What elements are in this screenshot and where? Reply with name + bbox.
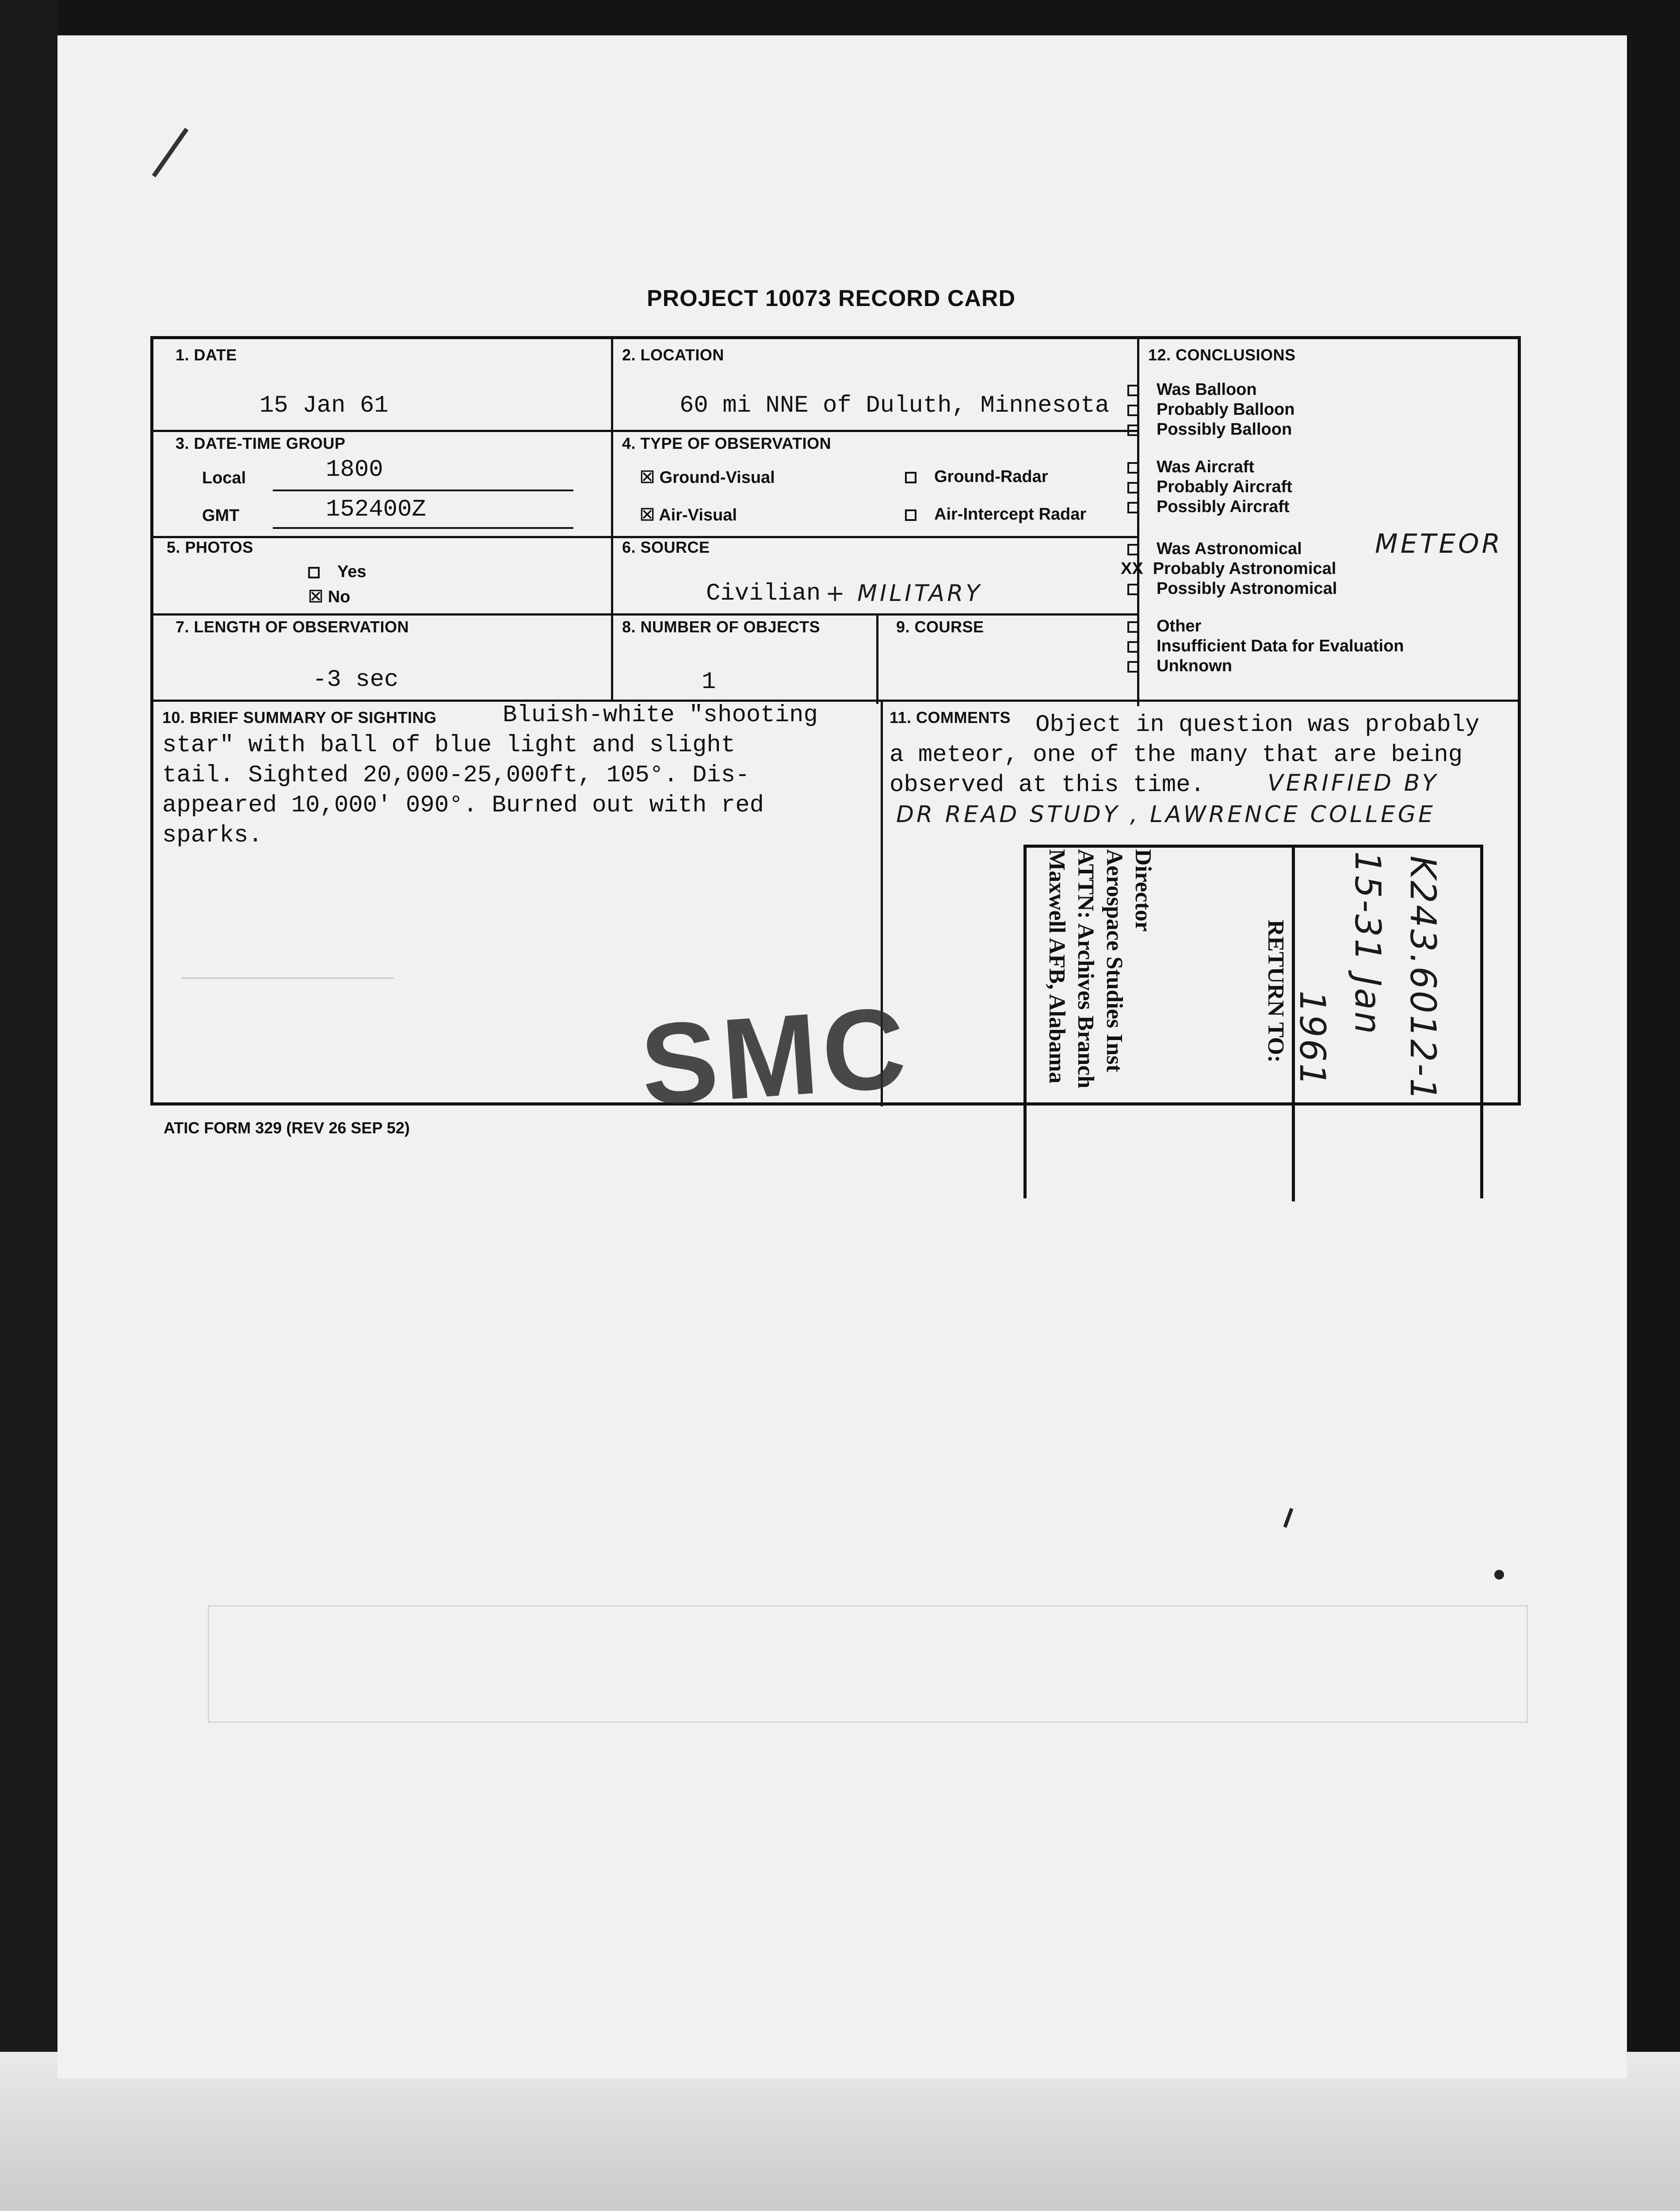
date-range-handwritten: 15-31 Jan xyxy=(1347,851,1388,1036)
archive-number-handwritten: K243.6012-1 xyxy=(1402,856,1443,1102)
bleed-through-mark xyxy=(181,977,393,979)
return-to-line: Maxwell AFB, Alabama xyxy=(1044,849,1069,1084)
ground-radar-option: Ground-Radar xyxy=(905,467,1048,486)
smc-stamp: SMC xyxy=(637,983,914,1130)
comments-line: Object in question was probably xyxy=(1035,711,1480,738)
source-handwritten: + MILITARY xyxy=(825,580,983,607)
underline xyxy=(273,490,573,491)
conclusion-possibly-astronomical: Possibly Astronomical xyxy=(1127,579,1337,598)
dtg-local-label: Local xyxy=(202,469,246,487)
summary-line: appeared 10,000' 090°. Burned out with red xyxy=(162,792,764,819)
conclusion-probably-balloon: Probably Balloon xyxy=(1127,400,1294,419)
margin-mark xyxy=(1494,1570,1504,1580)
air-intercept-option: Air-Intercept Radar xyxy=(905,505,1086,524)
type-obs-label: 4. TYPE OF OBSERVATION xyxy=(622,434,832,452)
source-label: 6. SOURCE xyxy=(622,538,710,556)
form-footer: ATIC FORM 329 (REV 26 SEP 52) xyxy=(164,1119,410,1137)
checked-box: ☒ xyxy=(640,468,655,487)
summary-line: tail. Sighted 20,000-25,000ft, 105°. Dis- xyxy=(162,762,750,789)
conclusion-possibly-balloon: Possibly Balloon xyxy=(1127,420,1292,439)
checkbox xyxy=(905,472,916,483)
air-visual-option: ☒ Air-Visual xyxy=(640,506,737,524)
ground-visual-option: ☒ Ground-Visual xyxy=(640,468,775,487)
underline xyxy=(273,527,573,529)
summary-line: star" with ball of blue light and slight xyxy=(162,732,736,759)
margin-mark xyxy=(1283,1508,1294,1528)
divider xyxy=(611,339,613,700)
date-label: 1. DATE xyxy=(176,346,237,364)
margin-mark xyxy=(152,128,189,177)
year-handwritten: 1961 xyxy=(1292,991,1333,1088)
comments-handwritten: VERIFIED BY xyxy=(1268,770,1439,796)
length-label: 7. LENGTH OF OBSERVATION xyxy=(176,618,409,636)
num-objects-label: 8. NUMBER OF OBJECTS xyxy=(622,618,821,636)
divider xyxy=(153,700,1520,702)
film-edge xyxy=(0,0,57,2211)
source-value: Civilian xyxy=(706,580,821,607)
photos-yes-option: Yes xyxy=(308,562,367,581)
bleed-through-mark xyxy=(208,1605,1528,1723)
length-value: -3 sec xyxy=(313,666,399,693)
divider xyxy=(876,616,878,704)
num-objects-value: 1 xyxy=(702,669,716,696)
photos-no-option: ☒ No xyxy=(308,588,351,606)
checkbox xyxy=(308,567,320,578)
conclusion-was-astronomical: Was Astronomical xyxy=(1127,539,1302,558)
conclusion-other: Other xyxy=(1127,617,1201,636)
dtg-label: 3. DATE-TIME GROUP xyxy=(176,434,346,452)
dtg-local-value: 1800 xyxy=(326,456,383,483)
conclusion-probably-aircraft: Probably Aircraft xyxy=(1127,478,1292,497)
conclusion-probably-astronomical: XX Probably Astronomical xyxy=(1121,559,1336,578)
dtg-gmt-label: GMT xyxy=(202,506,240,525)
comments-handwritten: DR READ STUDY , LAWRENCE COLLEGE xyxy=(896,801,1436,828)
summary-line: sparks. xyxy=(162,822,263,849)
photos-label: 5. PHOTOS xyxy=(167,538,253,556)
card-title: PROJECT 10073 RECORD CARD xyxy=(646,286,1016,311)
summary-label: 10. BRIEF SUMMARY OF SIGHTING xyxy=(162,708,437,727)
return-to-title: RETURN TO: xyxy=(1263,920,1288,1063)
conclusion-possibly-aircraft: Possibly Aircraft xyxy=(1127,497,1290,516)
divider xyxy=(153,613,1138,616)
location-label: 2. LOCATION xyxy=(622,346,724,364)
checked-box: ☒ xyxy=(640,506,655,524)
conclusion-unknown: Unknown xyxy=(1127,657,1232,676)
conclusion-was-balloon: Was Balloon xyxy=(1127,380,1257,399)
return-to-line: Director xyxy=(1130,849,1156,932)
conclusion-was-aircraft: Was Aircraft xyxy=(1127,458,1254,477)
comments-line: observed at this time. xyxy=(890,772,1205,799)
document-page xyxy=(57,35,1627,2078)
location-value: 60 mi NNE of Duluth, Minnesota xyxy=(680,392,1110,419)
checkbox xyxy=(905,509,916,521)
return-to-line: Aerospace Studies Inst xyxy=(1102,849,1127,1072)
conclusion-insufficient-data: Insufficient Data for Evaluation xyxy=(1127,637,1404,656)
conclusions-label: 12. CONCLUSIONS xyxy=(1148,346,1296,364)
date-value: 15 Jan 61 xyxy=(260,392,389,419)
checked-box: XX xyxy=(1121,559,1143,578)
course-label: 9. COURSE xyxy=(896,618,984,636)
summary-line: Bluish-white "shooting xyxy=(503,702,818,729)
conclusion-handwritten-meteor: METEOR xyxy=(1375,528,1503,559)
return-to-line: ATTN: Archives Branch xyxy=(1073,849,1098,1089)
comments-line: a meteor, one of the many that are being xyxy=(890,742,1463,769)
checked-box: ☒ xyxy=(308,588,324,606)
comments-label: 11. COMMENTS xyxy=(890,708,1011,727)
dtg-gmt-value: 152400Z xyxy=(326,496,426,523)
divider xyxy=(153,430,1138,432)
